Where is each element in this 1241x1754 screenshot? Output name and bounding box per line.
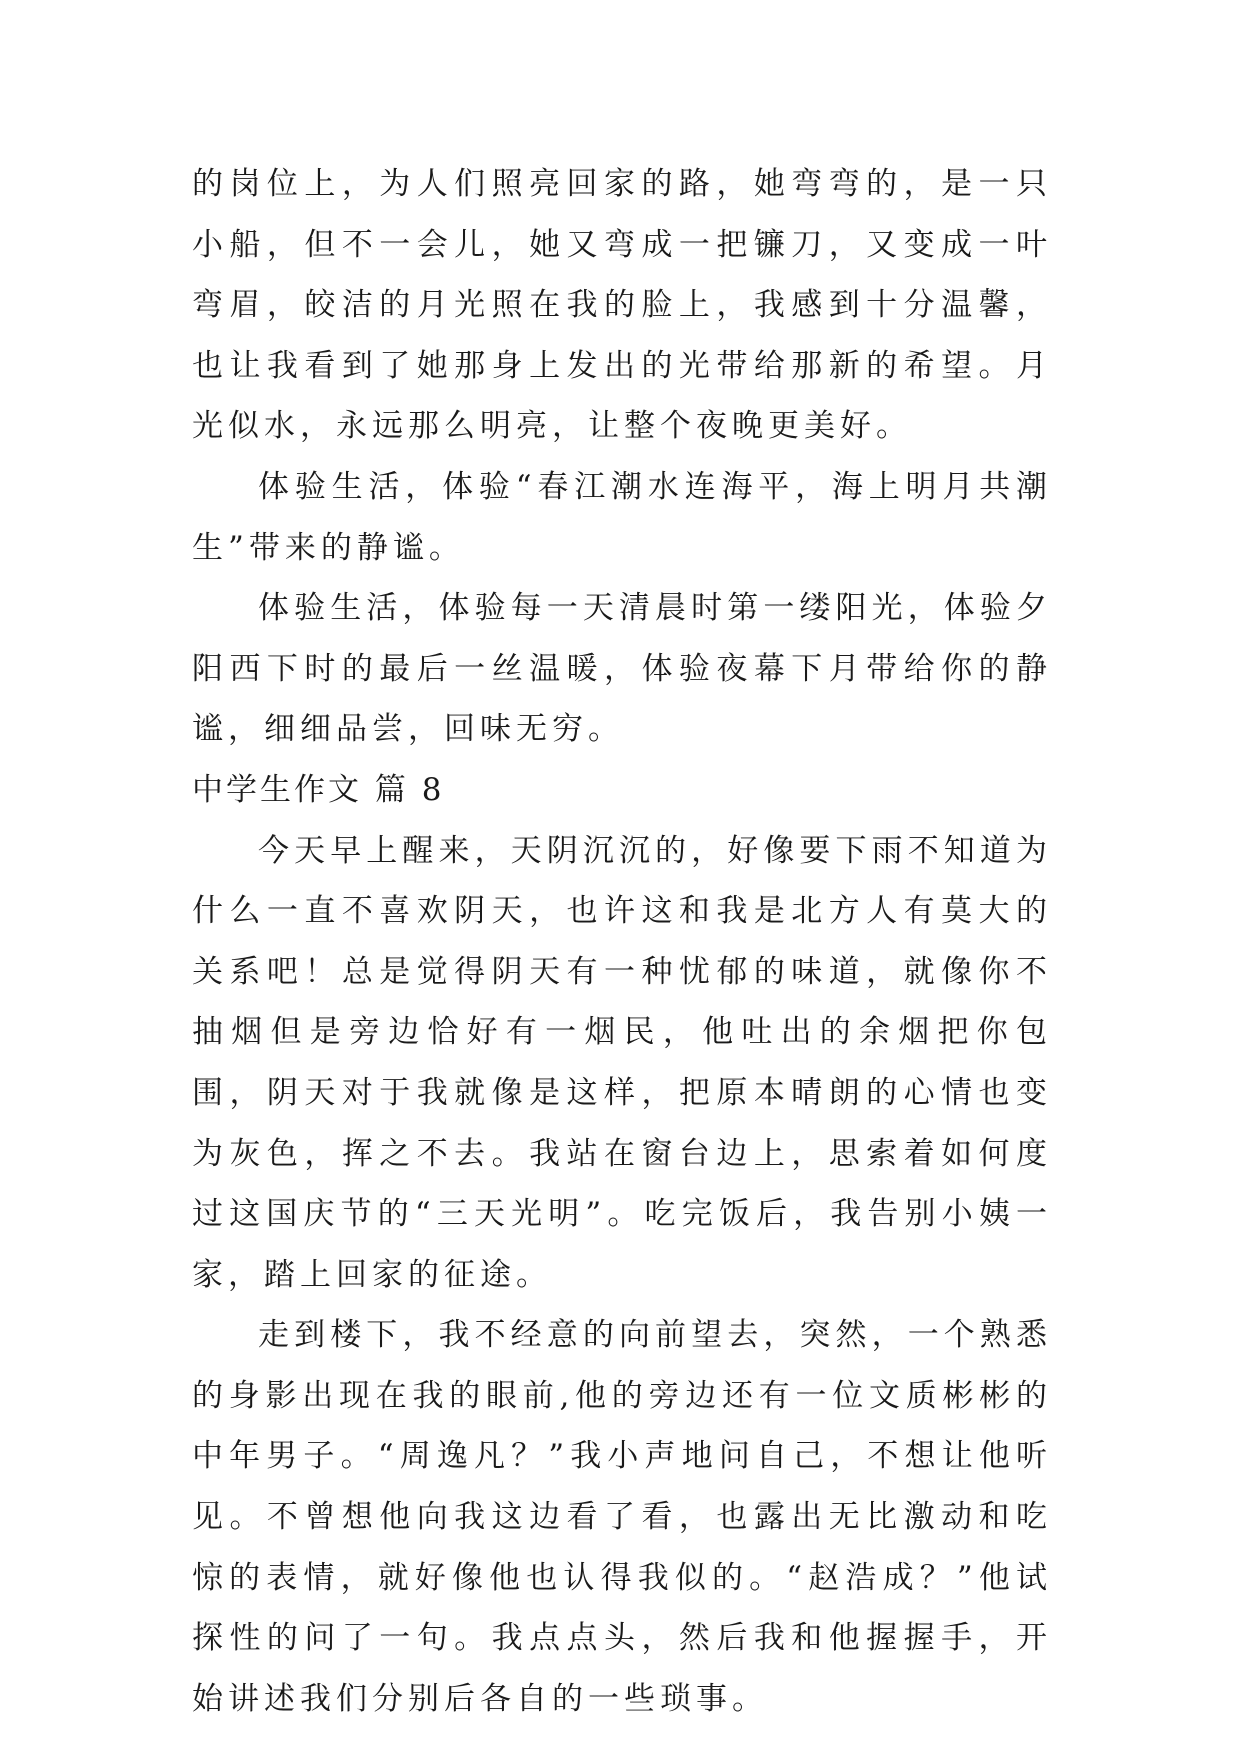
paragraph-meeting-friend: 走到楼下，我不经意的向前望去，突然，一个熟悉的身影出现在我的眼前,他的旁边还有一位文质彬彬的中年男子。“周逸凡？”我小声地问自己，不想让他听见。不曾想他向我这边看了看，也露出无比激动和吃惊的表情，就好像他也认得我似的。“赵浩成？”他试探性的问了一句。我点点头，然后我和他握握手，开始讲述我们分别后各自的一些琐事。 [192,1317,1052,1717]
essay-text [192,154,1052,1729]
paragraph-experience-daily: 体验生活，体验每一天清晨时第一缕阳光，体验夕阳西下时的最后一丝温暖，体验夜幕下月带给你的静谧，细细品尝，回味无穷。 [192,590,1052,748]
paragraph-cloudy-day: 今天早上醒来，天阴沉沉的，好像要下雨不知道为什么一直不喜欢阴天，也许这和我是北方人有莫大的关系吧！总是觉得阴天有一种忧郁的味道，就像你不抽烟但是旁边恰好有一烟民，他吐出的余烟把你包围，阴天对于我就像是这样，把原本晴朗的心情也变为灰色，挥之不去。我站在窗台边上，思索着如何度过这国庆节的“三天光明”。吃完饭后，我告别小姨一家，踏上回家的征途。 [192,832,1052,1293]
paragraph-experience-river: 体验生活，体验“春江潮水连海平，海上明月共潮生”带来的静谧。 [192,468,1052,566]
paragraph-moon: 的岗位上，为人们照亮回家的路，她弯弯的，是一只小船，但不一会儿，她又弯成一把镰刀，又变成一叶弯眉，皎洁的月光照在我的脸上，我感到十分温馨，也让我看到了她那身上发出的光带给那新的希望。月光似水，永远那么明亮，让整个夜晚更美好。 [192,166,1052,445]
section-heading: 中学生作文 篇 8 [192,771,445,808]
